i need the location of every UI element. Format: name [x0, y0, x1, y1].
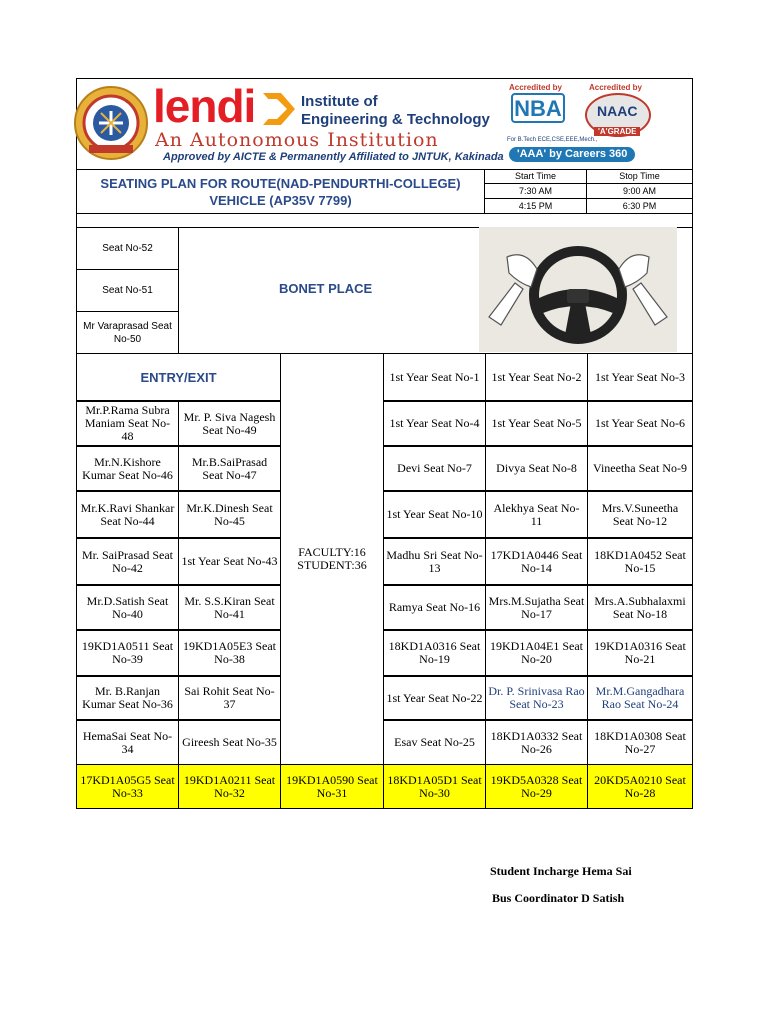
seat-cell: Gireesh Seat No-35 [178, 720, 281, 765]
steering-wheel-icon [479, 227, 677, 352]
autonomous-tagline: An Autonomous Institution [155, 129, 439, 151]
seat-cell: Devi Seat No-7 [383, 446, 486, 491]
seat-cell: 17KD1A0446 Seat No-14 [485, 538, 588, 585]
seat-50: Mr Varaprasad Seat No-50 [76, 311, 179, 354]
seat-cell: Dr. P. Srinivasa Rao Seat No-23 [485, 676, 588, 720]
student-incharge: Student Incharge Hema Sai [490, 864, 632, 878]
seat-cell: Mrs.M.Sujatha Seat No-17 [485, 585, 588, 630]
seat-cell: 1st Year Seat No-2 [485, 353, 588, 401]
seat-cell: Mr.K.Dinesh Seat No-45 [178, 491, 281, 538]
seat-cell: Ramya Seat No-16 [383, 585, 486, 630]
approval-line: Approved by AICTE & Permanently Affiliated to JNTUK, Kakinada [163, 151, 504, 163]
seat-cell: Mr.K.Ravi Shankar Seat No-44 [76, 491, 179, 538]
seat-cell: 18KD1A0316 Seat No-19 [383, 630, 486, 676]
seat-cell: 1st Year Seat No-10 [383, 491, 486, 538]
stop-time-label: Stop Time [586, 169, 693, 184]
back-seat-cell: 18KD1A05D1 Seat No-30 [383, 764, 486, 809]
title-cell [76, 169, 485, 214]
institute-line-1: Institute of [301, 93, 378, 110]
seat-cell: Divya Seat No-8 [485, 446, 588, 491]
brand-arrow-icon [261, 89, 297, 129]
seat-cell: Mr.M.Gangadhara Rao Seat No-24 [587, 676, 693, 720]
seat-cell: 19KD1A05E3 Seat No-38 [178, 630, 281, 676]
seat-cell: 1st Year Seat No-1 [383, 353, 486, 401]
seat-cell: HemaSai Seat No-34 [76, 720, 179, 765]
nba-logo: NBA [511, 93, 565, 123]
seat-cell: 1st Year Seat No-22 [383, 676, 486, 720]
seat-cell: Esav Seat No-25 [383, 720, 486, 765]
seat-cell: 1st Year Seat No-4 [383, 401, 486, 446]
back-seat-cell: 20KD5A0210 Seat No-28 [587, 764, 693, 809]
seat-cell: Madhu Sri Seat No-13 [383, 538, 486, 585]
nba-note: For B.Tech ECE,CSE,EEE,Mech., [507, 137, 598, 143]
seating-plan-sheet [76, 78, 693, 809]
back-seat-cell: 19KD1A0211 Seat No-32 [178, 764, 281, 809]
seat-cell: Mrs.A.Subhalaxmi Seat No-18 [587, 585, 693, 630]
seat-cell: Sai Rohit Seat No-37 [178, 676, 281, 720]
seat-cell: 1st Year Seat No-5 [485, 401, 588, 446]
seat-cell: 19KD1A04E1 Seat No-20 [485, 630, 588, 676]
seat-cell: Mr. P. Siva Nagesh Seat No-49 [178, 401, 281, 446]
seat-cell: Mr. S.S.Kiran Seat No-41 [178, 585, 281, 630]
start-time-morning: 7:30 AM [484, 183, 587, 199]
seat-cell: Mr.B.SaiPrasad Seat No-47 [178, 446, 281, 491]
seat-cell: Mrs.V.Suneetha Seat No-12 [587, 491, 693, 538]
bus-coordinator: Bus Coordinator D Satish [492, 891, 625, 905]
seat-52: Seat No-52 [76, 227, 179, 270]
brand-name: lendi [153, 80, 256, 132]
start-time-label: Start Time [484, 169, 587, 184]
back-seat-cell: 17KD1A05G5 Seat No-33 [76, 764, 179, 809]
stop-time-evening: 6:30 PM [586, 198, 693, 214]
header-banner [77, 79, 692, 169]
back-seat-cell: 19KD5A0328 Seat No-29 [485, 764, 588, 809]
institute-line-2: Engineering & Technology [301, 111, 490, 128]
seat-cell: 19KD1A0316 Seat No-21 [587, 630, 693, 676]
seat-cell: Mr. B.Ranjan Kumar Seat No-36 [76, 676, 179, 720]
naac-name: NAAC [597, 103, 638, 119]
nba-accredited-label: Accredited by [509, 83, 562, 92]
seat-cell: 18KD1A0308 Seat No-27 [587, 720, 693, 765]
back-seat-cell: 19KD1A0590 Seat No-31 [280, 764, 384, 809]
seat-cell: 1st Year Seat No-43 [178, 538, 281, 585]
seat-cell: 19KD1A0511 Seat No-39 [76, 630, 179, 676]
start-time-evening: 4:15 PM [484, 198, 587, 214]
seat-cell: Mr.P.Rama Subra Maniam Seat No-48 [76, 401, 179, 446]
seat-cell: 1st Year Seat No-6 [587, 401, 693, 446]
college-seal-logo [71, 83, 151, 163]
seat-cell: 18KD1A0332 Seat No-26 [485, 720, 588, 765]
driver-area [178, 227, 693, 354]
entry-exit-label[interactable]: ENTRY/EXIT [76, 353, 281, 401]
seat-cell: 1st Year Seat No-3 [587, 353, 693, 401]
plan-title-line-1: SEATING PLAN FOR ROUTE(NAD-PENDURTHI-COLLEGE) [100, 175, 461, 191]
stop-time-morning: 9:00 AM [586, 183, 693, 199]
plan-title-line-2: VEHICLE (AP35V 7799) [209, 192, 352, 208]
seat-cell: 18KD1A0452 Seat No-15 [587, 538, 693, 585]
seat-cell: Alekhya Seat No-11 [485, 491, 588, 538]
seat-cell: Mr.D.Satish Seat No-40 [76, 585, 179, 630]
bonet-place-label: BONET PLACE [279, 281, 373, 296]
seat-cell: Mr.N.Kishore Kumar Seat No-46 [76, 446, 179, 491]
careers360-badge: 'AAA' by Careers 360 [509, 147, 635, 162]
naac-accredited-label: Accredited by [589, 83, 642, 92]
aisle-passenger-count: FACULTY:16 STUDENT:36 [280, 353, 384, 765]
seat-cell: Mr. SaiPrasad Seat No-42 [76, 538, 179, 585]
seat-cell: Vineetha Seat No-9 [587, 446, 693, 491]
seat-51: Seat No-51 [76, 269, 179, 312]
naac-grade: 'A'GRADE [594, 127, 640, 136]
